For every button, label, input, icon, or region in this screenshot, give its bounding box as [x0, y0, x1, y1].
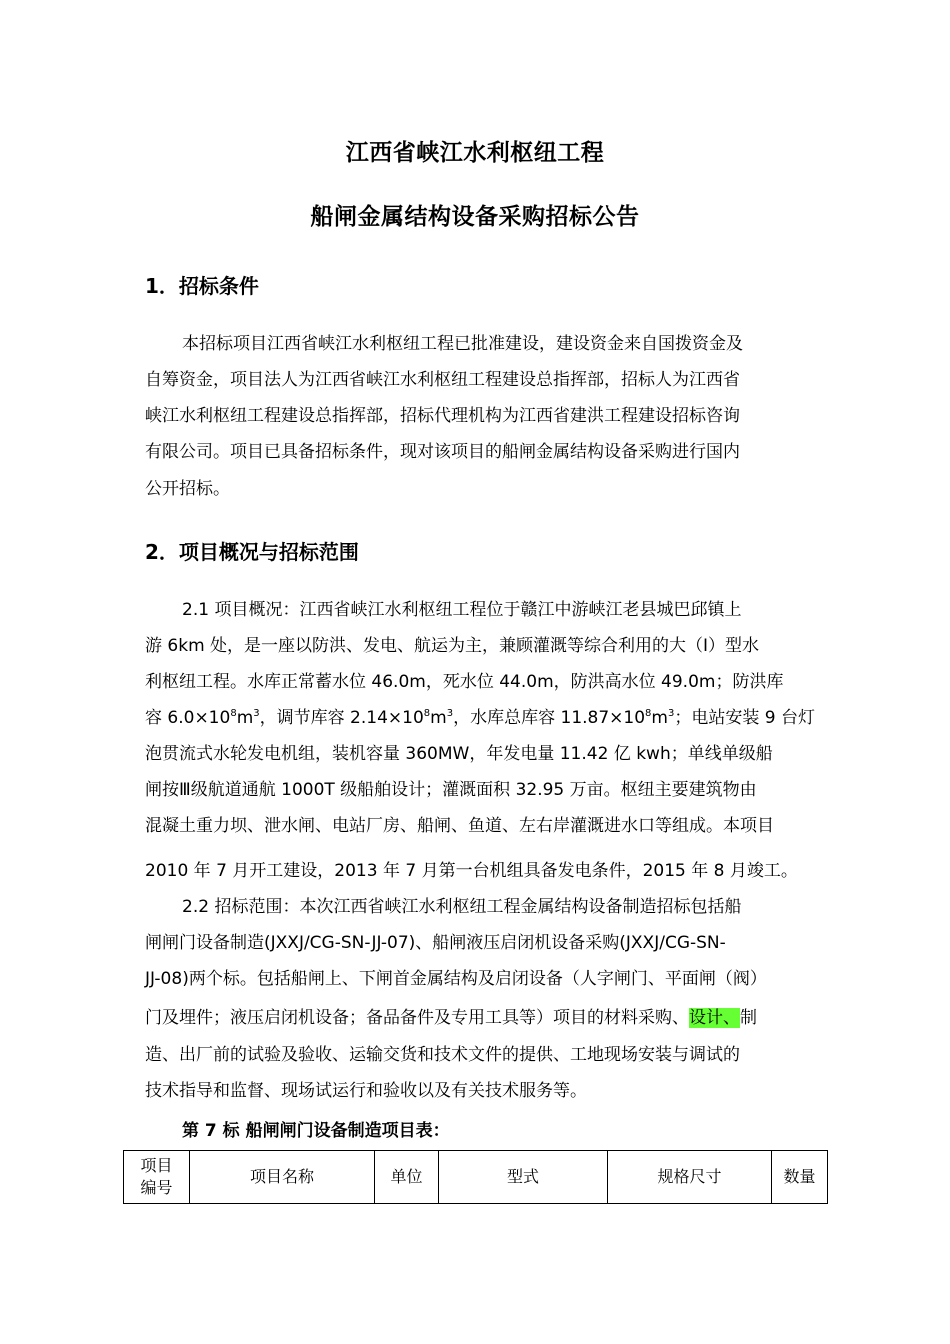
section2-p2-line: JJ-08)两个标。包括船闸上、下闸首金属结构及启闭设备（人字闸门、平面闸（阀）	[145, 969, 767, 989]
table-header-row	[124, 1151, 828, 1204]
document-title-line1: 江西省峡江水利枢纽工程	[345, 140, 605, 166]
section2-p1-line: 2010 年 7 月开工建设，2013 年 7 月第一台机组具备发电条件，2015 年 8 月竣工。	[145, 861, 798, 881]
section2-p2-line-highlight: 门及埋件；液压启闭机设备；备品备件及专用工具等）项目的材料采购、设计、制	[145, 1008, 757, 1028]
section2-p1-line: 游 6km 处，是一座以防洪、发电、航运为主，兼顾灌溉等综合利用的大（Ⅰ）型水	[145, 636, 760, 656]
section1-line: 自筹资金，项目法人为江西省峡江水利枢纽工程建设总指挥部，招标人为江西省	[145, 370, 740, 390]
section1-line: 公开招标。	[145, 479, 230, 499]
header-cell-dimensions: 规格尺寸	[608, 1151, 772, 1204]
header-cell-item-number: 项目 编号	[124, 1151, 190, 1204]
table-title: 第 7 标 船闸闸门设备制造项目表：	[182, 1121, 450, 1141]
section2-p2-line: 2.2 招标范围：本次江西省峡江水利枢纽工程金属结构设备制造招标包括船	[182, 897, 742, 917]
section2-p1-line: 闸按Ⅲ级航道通航 1000T 级船舶设计；灌溉面积 32.95 万亩。枢纽主要建筑物由	[145, 780, 757, 800]
section1-line: 本招标项目江西省峡江水利枢纽工程已批准建设，建设资金来自国拨资金及	[182, 334, 743, 354]
section2-p1-line: 2.1 项目概况：江西省峡江水利枢纽工程位于赣江中游峡江老县城巴邱镇上	[182, 600, 742, 620]
section2-p2-line: 闸闸门设备制造(JXXJ/CG-SN-JJ-07)、船闸液压启闭机设备采购(JXXJ/CG-SN-	[145, 933, 726, 953]
section2-p2-line: 技术指导和监督、现场试运行和验收以及有关技术服务等。	[145, 1081, 587, 1101]
header-cell-quantity: 数量	[772, 1151, 828, 1204]
section1-heading: 1．招标条件	[145, 274, 259, 298]
header-cell-item-name: 项目名称	[190, 1151, 375, 1204]
header-cell-type: 型式	[439, 1151, 608, 1204]
header-cell-unit: 单位	[375, 1151, 439, 1204]
section2-p2-line: 造、出厂前的试验及验收、运输交货和技术文件的提供、工地现场安装与调试的	[145, 1045, 740, 1065]
section2-p1-line: 泡贯流式水轮发电机组，装机容量 360MW，年发电量 11.42 亿 kwh；单线单级船	[145, 744, 773, 764]
section1-line: 峡江水利枢纽工程建设总指挥部，招标代理机构为江西省建洪工程建设招标咨询	[145, 406, 740, 426]
section2-p1-line-capacity: 容 $6.0\times 10^8m^3$，调节库容 $2.14\times 10^8m^3$，水库总库容 $11.87\times 10^8m^3$；电站安装 9 台灯	[145, 708, 815, 728]
highlighted-text: 设计、	[689, 1008, 740, 1028]
section1-line: 有限公司。项目已具备招标条件，现对该项目的船闸金属结构设备采购进行国内	[145, 442, 740, 462]
section2-p1-line: 利枢纽工程。水库正常蓄水位 46.0m，死水位 44.0m，防洪高水位 49.0m；防洪库	[145, 672, 784, 692]
section2-heading: 2．项目概况与招标范围	[145, 540, 359, 564]
project-items-table	[123, 1150, 828, 1204]
section2-p1-line: 混凝土重力坝、泄水闸、电站厂房、船闸、鱼道、左右岸灌溉进水口等组成。本项目	[145, 816, 774, 836]
document-title-line2: 船闸金属结构设备采购招标公告	[310, 204, 640, 230]
